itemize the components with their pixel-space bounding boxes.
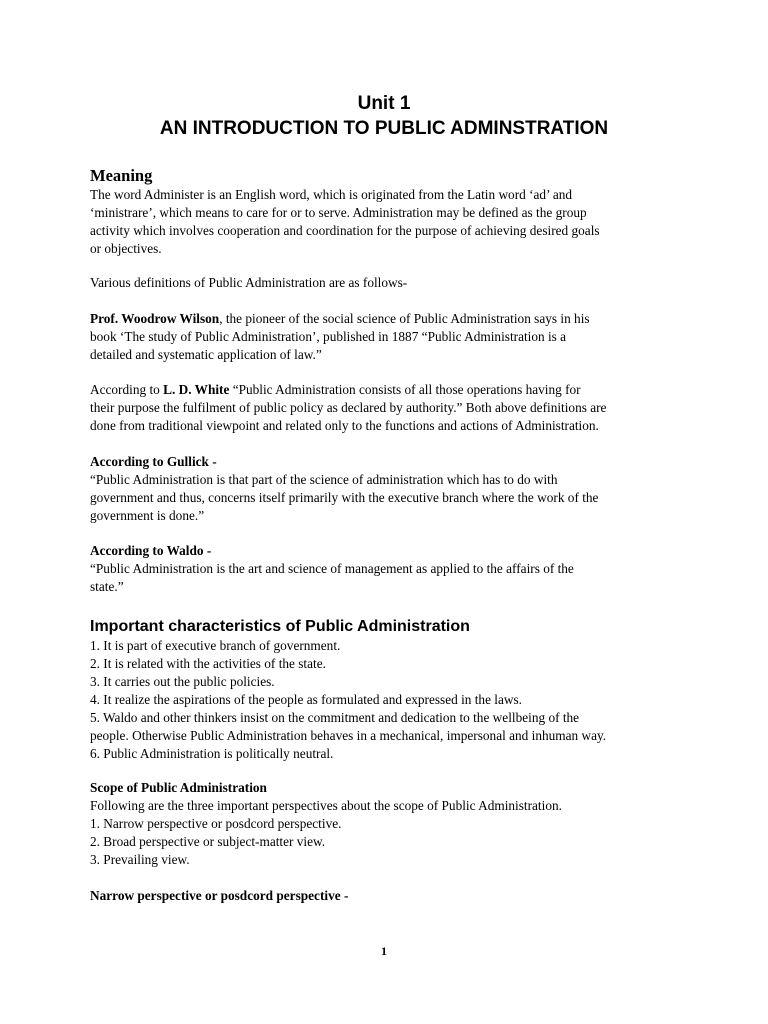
scope-item-3: 3. Prevailing view.: [90, 852, 190, 867]
meaning-line-1: The word Administer is an English word, which is originated from the Latin word ‘ad’ and: [90, 187, 573, 202]
meaning-heading: Meaning: [90, 166, 153, 185]
characteristic-item-5-cont: people. Otherwise Public Administration behaves in a mechanical, impersonal and inhuman way.: [90, 728, 607, 743]
wilson-line-1-text: , the pioneer of the social science of Public Administration says in his: [219, 311, 590, 326]
waldo-line-2: state.”: [90, 579, 124, 594]
gullick-definition: [90, 453, 690, 525]
characteristic-item-3: 3. It carries out the public policies.: [90, 674, 275, 689]
white-line-1-text: “Public Administration consists of all those operations having for: [229, 382, 581, 397]
wilson-definition: [90, 310, 690, 364]
characteristic-item-6: 6. Public Administration is politically neutral.: [90, 746, 334, 761]
definitions-intro-text: Various definitions of Public Administration are as follows-: [90, 275, 408, 290]
wilson-line-3: detailed and systematic application of law.”: [90, 347, 322, 362]
scope-intro: Following are the three important perspectives about the scope of Public Administration.: [90, 798, 562, 813]
waldo-line-1: “Public Administration is the art and science of management as applied to the affairs of the: [90, 561, 574, 576]
meaning-line-4: or objectives.: [90, 241, 162, 256]
scope-section: [90, 779, 690, 869]
characteristic-item-1: 1. It is part of executive branch of government.: [90, 638, 341, 653]
white-line-2: their purpose the fulfilment of public policy as declared by authority.” Both above definitions are: [90, 400, 607, 415]
meaning-section: [90, 166, 690, 258]
meaning-line-3: activity which involves cooperation and coordination for the purpose of achieving desired goals: [90, 223, 600, 238]
white-prefix: According to: [90, 382, 164, 397]
gullick-line-2: government and thus, concerns itself primarily with the executive branch where the work of the: [90, 490, 599, 505]
waldo-definition: [90, 542, 690, 596]
scope-item-1: 1. Narrow perspective or posdcord perspective.: [90, 816, 342, 831]
waldo-heading: According to Waldo -: [90, 543, 212, 558]
narrow-section: [90, 887, 690, 905]
characteristic-item-2: 2. It is related with the activities of the state.: [90, 656, 326, 671]
white-definition: [90, 381, 690, 435]
gullick-line-1: “Public Administration is that part of the science of administration which has to do with: [90, 472, 558, 487]
characteristics-list: [90, 637, 690, 763]
document-title: AN INTRODUCTION TO PUBLIC ADMINSTRATION: [159, 118, 609, 139]
white-line-3: done from traditional viewpoint and related only to the functions and actions of Administration.: [90, 418, 599, 433]
gullick-line-3: government is done.”: [90, 508, 205, 523]
white-line-1: [90, 381, 690, 399]
wilson-line-2: book ‘The study of Public Administration’, published in 1887 “Public Administration is a: [90, 329, 567, 344]
characteristic-item-5: 5. Waldo and other thinkers insist on the commitment and dedication to the wellbeing of the: [90, 710, 580, 725]
unit-title: Unit 1: [357, 93, 411, 114]
page-number: 1: [381, 944, 387, 958]
scope-heading: Scope of Public Administration: [90, 780, 267, 795]
definitions-intro: [90, 274, 690, 292]
narrow-heading: Narrow perspective or posdcord perspective -: [90, 888, 349, 903]
characteristics-heading: Important characteristics of Public Administration: [90, 618, 470, 635]
characteristic-item-4: 4. It realize the aspirations of the people as formulated and expressed in the laws.: [90, 692, 522, 707]
gullick-heading: According to Gullick -: [90, 454, 217, 469]
wilson-name: Prof. Woodrow Wilson: [90, 311, 220, 326]
scope-item-2: 2. Broad perspective or subject-matter view.: [90, 834, 326, 849]
white-name: L. D. White: [163, 382, 230, 397]
meaning-line-2: ‘ministrare’, which means to care for or to serve. Administration may be defined as the group: [90, 205, 587, 220]
wilson-line-1: [90, 310, 690, 328]
